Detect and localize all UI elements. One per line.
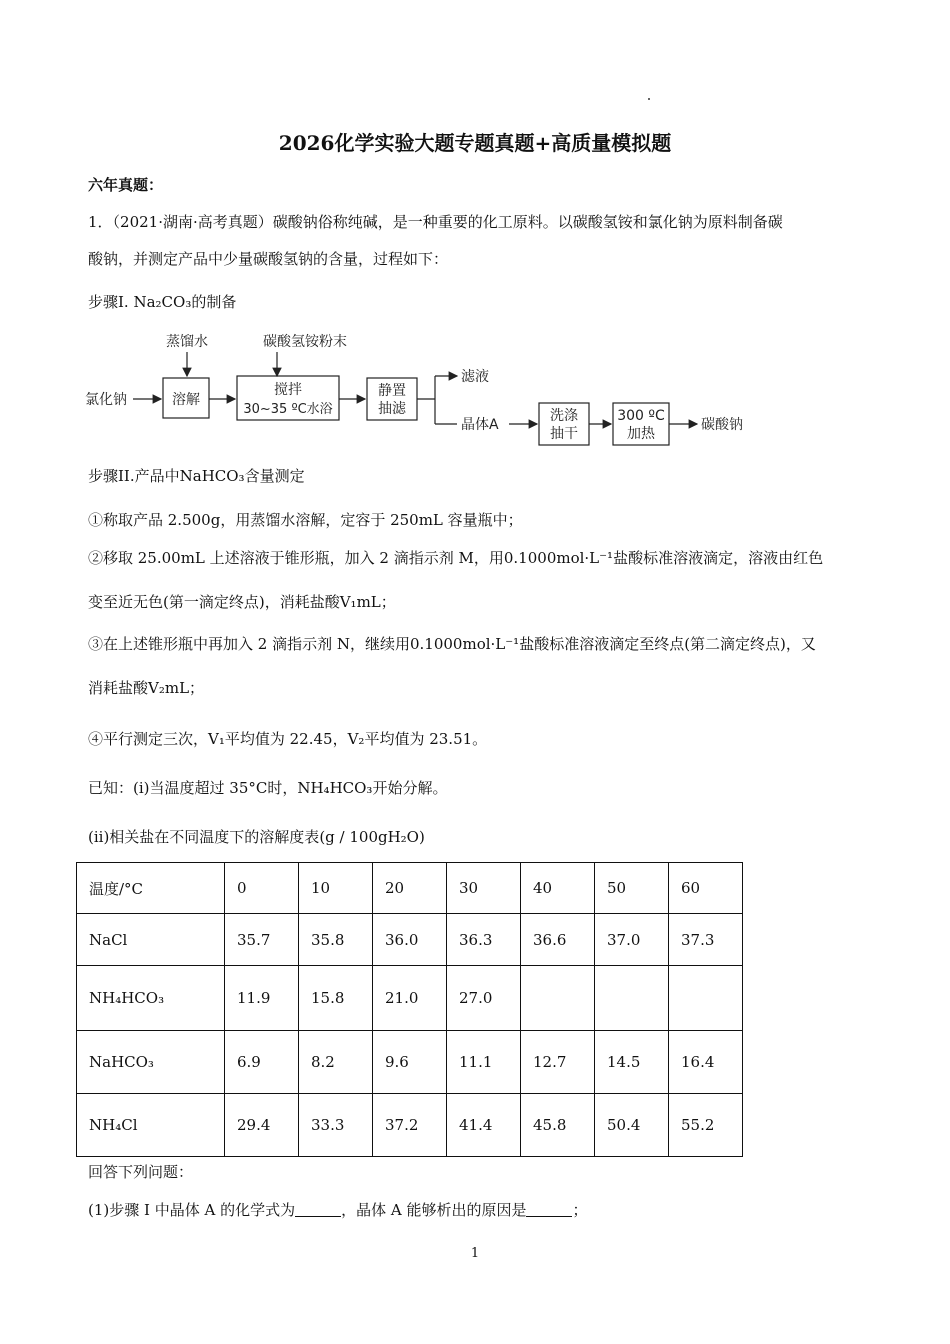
- question-intro-line2: 酸钠，并测定产品中少量碳酸氢钠的含量，过程如下：: [88, 250, 449, 268]
- item-4: [88, 729, 487, 749]
- table-cell: 15.8: [299, 966, 373, 1031]
- table-cell: 12.7: [521, 1031, 595, 1094]
- page-number: 1: [470, 1246, 480, 1261]
- known-2: [88, 827, 425, 847]
- known-1-formula: NH₄HCO₃: [297, 779, 373, 797]
- table-cell: 27.0: [447, 966, 521, 1031]
- step1-prefix: 步骤I.: [88, 293, 134, 311]
- table-cell: 0: [225, 863, 299, 914]
- label-filtrate: 滤液: [461, 369, 489, 385]
- item-4-text-a: ④平行测定三次，: [88, 730, 209, 748]
- table-cell: 41.4: [447, 1094, 521, 1157]
- table-header-label: 温度/°C: [77, 863, 225, 914]
- item-3-text-b: 盐酸标准溶液滴定至终点(第二滴定终点)，又: [519, 635, 816, 653]
- known-1-text-a: 已知：(i)当温度超过 35°C时，: [88, 779, 298, 797]
- table-cell: 55.2: [669, 1094, 743, 1157]
- table-cell: 14.5: [595, 1031, 669, 1094]
- label-wash: 洗涤: [550, 408, 578, 424]
- table-cell: 33.3: [299, 1094, 373, 1157]
- item-2-end: ；: [380, 593, 396, 611]
- table-row: [77, 914, 743, 966]
- item-4-v2: V₂: [347, 730, 365, 748]
- step1-formula: Na₂CO₃: [133, 293, 192, 311]
- table-cell: 11.1: [447, 1031, 521, 1094]
- table-cell: 21.0: [373, 966, 447, 1031]
- label-water: 蒸馏水: [166, 334, 208, 350]
- question-source: （2021·湖南·高考真题）: [112, 213, 273, 231]
- table-cell: 30: [447, 863, 521, 914]
- page-title: 2026化学实验大题专题真题+高质量模拟题: [278, 131, 672, 155]
- label-temp: 300 ºC: [617, 408, 665, 424]
- section-heading: 六年真题：: [88, 176, 164, 194]
- item-2-text-b: 盐酸标准溶液滴定，溶液由红色: [613, 549, 824, 567]
- table-cell: [669, 966, 743, 1031]
- answer-prompt: 回答下列问题：: [88, 1163, 194, 1181]
- item-4-v1: V₁: [208, 730, 225, 748]
- known-1: [88, 778, 447, 798]
- table-cell: 50: [595, 863, 669, 914]
- item-2-volume: V₁mL: [339, 593, 381, 611]
- table-cell: [521, 966, 595, 1031]
- item-3-text-a: ③在上述锥形瓶中再加入 2 滴指示剂 N，继续用: [88, 635, 410, 653]
- label-bath: 30~35 ºC水浴: [243, 402, 333, 417]
- question-number: 1．: [88, 213, 113, 231]
- known-1-text-b: 开始分解。: [372, 779, 448, 797]
- step2-heading: [88, 466, 305, 486]
- item-1: ①称取产品 2.500g，用蒸馏水溶解，定容于 250mL 容量瓶中；: [88, 511, 523, 529]
- step2-formula: NaHCO₃: [179, 467, 245, 485]
- item-2-conc: 0.1000mol·L⁻¹: [503, 549, 614, 567]
- item-2-text-a: ②移取 25.00mL 上述溶液于锥形瓶，加入 2 滴指示剂 M，用: [88, 549, 504, 567]
- table-cell: 37.0: [595, 914, 669, 966]
- table-cell: 36.3: [447, 914, 521, 966]
- label-dissolve: 溶解: [172, 392, 200, 408]
- table-cell: 37.2: [373, 1094, 447, 1157]
- solubility-table: [76, 862, 743, 1157]
- item-3-line2: [88, 678, 204, 698]
- item-4-text-c: 平均值为 23.51。: [364, 730, 488, 748]
- table-cell: 20: [373, 863, 447, 914]
- step2-suffix: 含量测定: [244, 467, 305, 485]
- table-row: [77, 1031, 743, 1094]
- table-row: [77, 966, 743, 1031]
- question-1-text-c: ；: [572, 1201, 588, 1219]
- table-cell: 11.9: [225, 966, 299, 1031]
- item-3-conc: 0.1000mol·L⁻¹: [409, 635, 520, 653]
- table-cell: 8.2: [299, 1031, 373, 1094]
- table-header-row: [77, 863, 743, 914]
- item-3-end: ；: [189, 679, 205, 697]
- table-cell: 35.7: [225, 914, 299, 966]
- question-1-text-b: ，晶体 A 能够析出的原因是: [341, 1201, 527, 1219]
- label-settle: 静置: [378, 383, 406, 399]
- table-row-label: NH₄HCO₃: [77, 966, 225, 1031]
- item-3-volume: V₂mL: [148, 679, 190, 697]
- table-cell: 36.0: [373, 914, 447, 966]
- item-3-text-c: 消耗盐酸: [88, 679, 149, 697]
- label-heat: 加热: [627, 426, 655, 442]
- table-cell: 35.8: [299, 914, 373, 966]
- label-product: 碳酸钠: [701, 417, 743, 433]
- question-1: [88, 1200, 587, 1220]
- table-cell: 29.4: [225, 1094, 299, 1157]
- table-cell: 16.4: [669, 1031, 743, 1094]
- item-2-line1: [88, 548, 823, 568]
- table-cell: 40: [521, 863, 595, 914]
- item-2-line2: [88, 592, 396, 612]
- table-cell: 60: [669, 863, 743, 914]
- process-flow-diagram: [85, 328, 765, 448]
- known-2-unit: (g / 100gH₂O): [319, 828, 425, 846]
- known-2-text: (ii)相关盐在不同温度下的溶解度表: [88, 828, 320, 846]
- label-filter: 抽滤: [378, 401, 406, 417]
- step1-suffix: 的制备: [191, 293, 237, 311]
- table-row: [77, 1094, 743, 1157]
- table-row-label: NaHCO₃: [77, 1031, 225, 1094]
- item-4-text-b: 平均值为 22.45，: [224, 730, 348, 748]
- label-stir: 搅拌: [274, 382, 302, 398]
- label-crystal: 晶体A: [461, 417, 499, 433]
- question-text: 碳酸钠俗称纯碱，是一种重要的化工原料。以碳酸氢铵和氯化钠为原料制备碳: [272, 213, 783, 231]
- label-nacl: 氯化钠: [85, 392, 127, 408]
- table-cell: 10: [299, 863, 373, 914]
- step2-prefix: 步骤II.产品中: [88, 467, 180, 485]
- item-2-text-c: 变至近无色(第一滴定终点)，消耗盐酸: [88, 593, 340, 611]
- table-cell: 45.8: [521, 1094, 595, 1157]
- table-cell: [595, 966, 669, 1031]
- answer-blank-1[interactable]: [295, 1202, 341, 1217]
- label-dry: 抽干: [550, 426, 578, 442]
- table-cell: 6.9: [225, 1031, 299, 1094]
- speck: [648, 98, 650, 100]
- question-intro-line1: [88, 212, 783, 232]
- table-cell: 36.6: [521, 914, 595, 966]
- item-3-line1: [88, 634, 816, 654]
- answer-blank-2[interactable]: [526, 1202, 572, 1217]
- label-powder: 碳酸氢铵粉末: [263, 334, 347, 350]
- table-cell: 9.6: [373, 1031, 447, 1094]
- table-cell: 50.4: [595, 1094, 669, 1157]
- table-row-label: NaCl: [77, 914, 225, 966]
- table-row-label: NH₄Cl: [77, 1094, 225, 1157]
- step1-heading: [88, 292, 236, 312]
- question-1-text-a: (1)步骤 I 中晶体 A 的化学式为: [88, 1201, 296, 1219]
- table-cell: 37.3: [669, 914, 743, 966]
